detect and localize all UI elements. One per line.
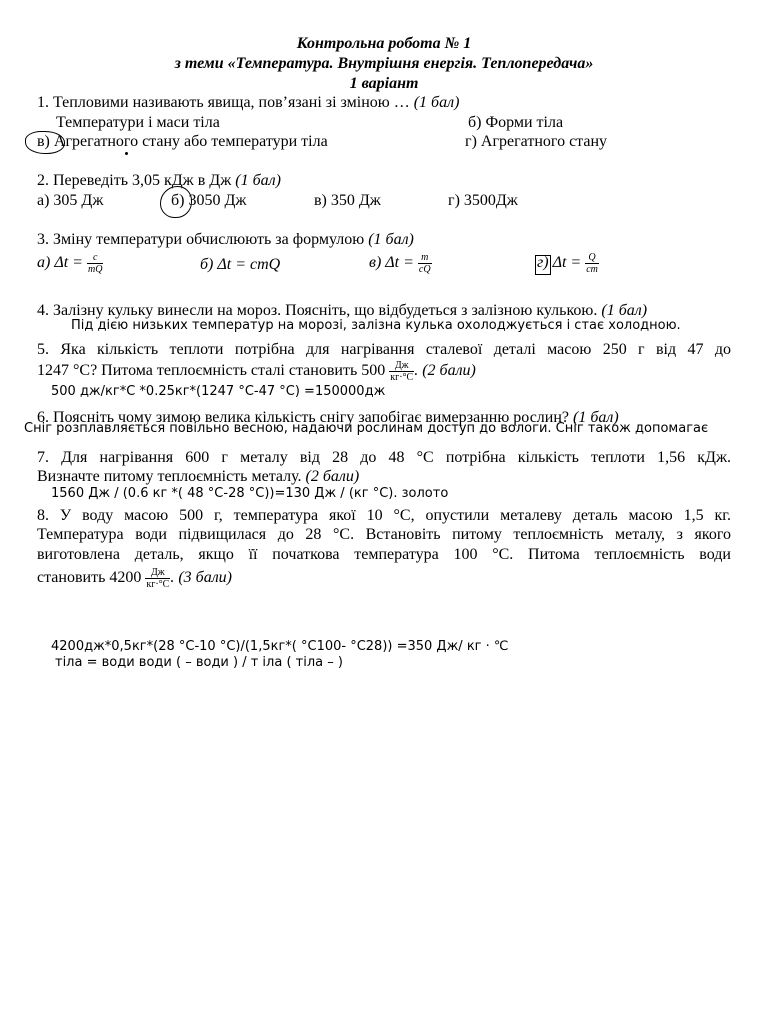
question-5-points: . (2 бали) (414, 362, 476, 380)
answer-mark-box-q3 (535, 255, 551, 275)
q3-option-g-num: Q (585, 252, 599, 264)
q1-option-g[interactable]: г) Агрегатного стану (465, 133, 608, 150)
question-2-points: (1 бал) (235, 172, 281, 189)
question-5-line-1: 5. Яка кількість теплоти потрібна для нагрівання сталевої деталі масою 250 г від 47 до (37, 341, 731, 358)
pen-dot (125, 152, 128, 155)
q8-unit-den: кг·°С (146, 579, 170, 590)
question-8-points: . (3 бали) (170, 569, 233, 587)
question-6-points: (1 бал) (573, 409, 619, 426)
question-5-text: 1247 °С? Питома теплоємність сталі становить 500 (37, 362, 390, 380)
q3-option-v-den: cQ (418, 264, 431, 275)
q3-option-a-label: а) Δt = (37, 254, 87, 272)
q3-option-a-num: c (87, 252, 103, 264)
q3-option-a-fraction (87, 252, 103, 275)
question-4-points: (1 бал) (601, 302, 648, 319)
answer-4: Під дією низьких температур на морозі, залізна кулька охолоджується і стає холодною. (71, 318, 681, 333)
question-8-line-1: 8. У воду масою 500 г, температура якої 10 °С, опустили металеву деталь масою 1,5 кг. (37, 507, 731, 524)
answer-mark-circle-q2 (160, 186, 192, 218)
q3-option-g-fraction (585, 252, 599, 275)
question-1-text: 1. Тепловими називають явища, пов’язані зі зміною … (37, 94, 414, 111)
q3-option-v-fraction (418, 252, 432, 275)
q5-unit-den: кг·°С (390, 372, 414, 383)
question-3-points: (1 бал) (368, 231, 414, 248)
question-1-points: (1 бал) (413, 94, 460, 111)
title-line-1: Контрольна робота № 1 (296, 35, 472, 52)
answer-mark-circle-q1 (25, 131, 65, 154)
q2-option-v[interactable]: в) 350 Дж (314, 192, 381, 209)
q1-option-a[interactable]: Температури і маси тіла (56, 114, 220, 131)
answer-7: 1560 Дж / (0.6 кг *( 48 °С-28 °С))=130 Дж / (кг °С). золото (51, 486, 449, 501)
answer-5: 500 дж/кг*С *0.25кг*(1247 °С-47 °С) =150000дж (51, 384, 386, 399)
question-2 (37, 172, 281, 190)
q2-option-a[interactable]: а) 305 Дж (37, 192, 104, 209)
q3-option-g-label: г) Δt = (537, 254, 586, 272)
q3-option-b[interactable] (200, 256, 280, 274)
question-2-text: 2. Переведіть 3,05 кДж в Дж (37, 172, 236, 189)
question-3-text: 3. Зміну температури обчислюють за формулою (37, 231, 369, 248)
question-3 (37, 231, 414, 249)
question-7-line-2 (37, 468, 359, 486)
answer-6: Сніг розплавляється повільно весною, надаючи рослинам доступ до вологи. Сніг також допомагає (24, 421, 709, 436)
q2-option-b[interactable]: б) 3050 Дж (171, 192, 247, 209)
q3-option-a[interactable] (37, 252, 103, 275)
q3-option-v[interactable] (369, 252, 432, 275)
question-7-points: (2 бали) (305, 468, 360, 485)
q2-option-g[interactable]: г) 3500Дж (448, 192, 518, 209)
answer-8-line-2: тіла = води води ( – води ) / т іла ( тіла – ) (55, 655, 343, 670)
q5-unit-num: Дж (389, 360, 414, 372)
q1-option-v[interactable]: в) Агрегатного стану або температури тіла (37, 133, 328, 150)
question-4-text: 4. Залізну кульку винесли на мороз. Поясніть, що відбудеться з залізною кулькою. (37, 302, 602, 319)
question-8-line-2: Температура води підвищилася до 28 °С. Встановіть питому теплоємність металу, з якого (37, 526, 731, 543)
title-line-3: 1 варіант (349, 75, 419, 92)
question-7-text: Визначте питому теплоємність металу. (37, 468, 306, 485)
q8-unit-num: Дж (145, 567, 170, 579)
question-8-line-3: виготовлена деталь, якщо її початкова температура 100 °С. Питома теплоємність води (37, 546, 731, 563)
q3-option-a-den: mQ (87, 264, 103, 275)
question-8-text: становить 4200 (37, 569, 146, 587)
question-8-line-4 (37, 567, 232, 590)
q3-option-b-label: б) Δt = cmQ (200, 256, 281, 273)
q3-option-v-label: в) Δt = (369, 254, 418, 272)
answer-8-line-1: 4200дж*0,5кг*(28 °С-10 °С)/(1,5кг*( °С100- °С28)) =350 Дж/ кг · ℃ (51, 639, 509, 654)
question-1 (37, 94, 459, 112)
q5-unit-fraction (389, 360, 414, 383)
q8-unit-fraction (145, 567, 170, 590)
q3-option-g-den: cm (586, 264, 598, 275)
question-5-line-2 (37, 360, 476, 383)
question-7-line-1: 7. Для нагрівання 600 г металу від 28 до 48 °С потрібна кількість теплоти 1,56 кДж. (37, 449, 731, 466)
q3-option-v-num: m (418, 252, 432, 264)
question-6-text: 6. Поясніть чому зимою велика кількість снігу запобігає вимерзанню рослин? (37, 409, 573, 426)
title-line-2: з теми «Температура. Внутрішня енергія. Теплопередача» (174, 55, 594, 72)
q1-option-b[interactable]: б) Форми тіла (468, 114, 564, 131)
